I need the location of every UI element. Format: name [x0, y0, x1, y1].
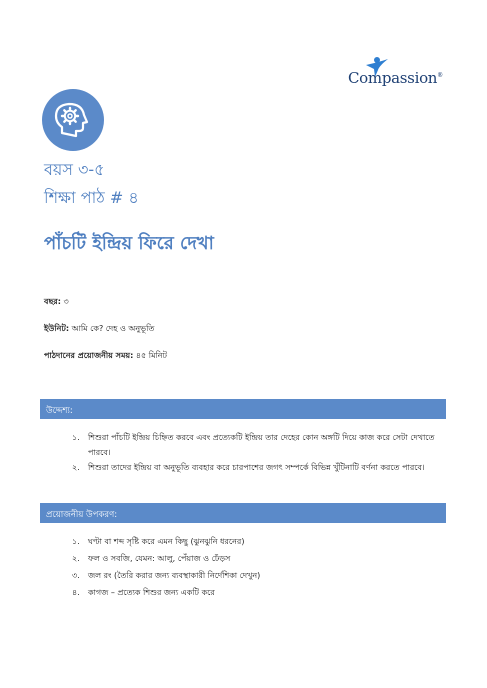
list-item — [72, 430, 448, 460]
age-range: বয়স ৩-৫ — [44, 160, 105, 179]
time-line — [44, 350, 167, 363]
time-label: পাঠদানের প্রয়োজনীয় সময়: — [44, 351, 134, 360]
list-text: কাগজ – প্রত্যেক শিশুর জন্য একটি করে — [88, 588, 215, 597]
brain-gear-icon — [42, 89, 104, 151]
year-value: ৩ — [63, 297, 69, 306]
materials-heading: প্রয়োজনীয় উপকরণ: — [40, 503, 446, 523]
unit-line — [44, 323, 154, 336]
list-text: ঘণ্টা বা শব্দ সৃষ্টি করে এমন কিছু (ঝুনঝুনি ধরনের) — [88, 537, 245, 546]
list-item — [72, 533, 448, 550]
materials-list — [72, 533, 448, 601]
compassion-logo — [348, 56, 448, 94]
unit-value: আমি কে? দেহ ও অনুভূতি — [71, 324, 155, 333]
page-title: পাঁচটি ইন্দ্রিয় ফিরে দেখা — [44, 233, 214, 254]
list-number: ৩. — [72, 571, 80, 580]
list-text: শিশুরা তাদের ইন্দ্রিয় বা অনুভূতি ব্যবহার করে চারপাশের জগৎ সম্পর্কে বিভিন্ন খুঁটিনাটি বর্ণনা করতে পারবে। — [88, 463, 425, 472]
year-line — [44, 296, 69, 309]
logo-wordmark: Compassion® — [348, 69, 443, 87]
list-number: ২. — [72, 554, 80, 563]
lesson-number: শিক্ষা পাঠ # ৪ — [44, 188, 139, 207]
list-text: শিশুরা পাঁচটি ইন্দ্রিয় চিহ্নিত করবে এবং প্রত্যেকটি ইন্দ্রিয় তার দেহের কোন অঙ্গটি দিয়ে কাজ করে সেটা দেখাতে পারবে। — [88, 433, 435, 457]
list-number: ২. — [72, 463, 80, 472]
year-label: বছর: — [44, 297, 61, 306]
objectives-heading: উদ্দেশ্য: — [40, 399, 446, 419]
list-text: জল রং (তৈরি করার জন্য ব্যবস্থাকারী নির্দেশিকা দেখুন) — [88, 571, 261, 580]
lesson-icon-badge — [42, 89, 104, 151]
list-number: ৪. — [72, 588, 80, 597]
list-text: ফল ও সবজি, যেমন: আলু, পেঁয়াজ ও ঢেঁড়স — [88, 554, 231, 563]
list-item — [72, 460, 448, 475]
unit-label: ইউনিট: — [44, 324, 70, 333]
list-item — [72, 584, 448, 601]
list-item — [72, 567, 448, 584]
list-item — [72, 550, 448, 567]
time-value: ৪৫ মিনিট — [135, 351, 167, 360]
list-number: ১. — [72, 433, 80, 442]
list-number: ১. — [72, 537, 80, 546]
objectives-list — [72, 430, 448, 475]
